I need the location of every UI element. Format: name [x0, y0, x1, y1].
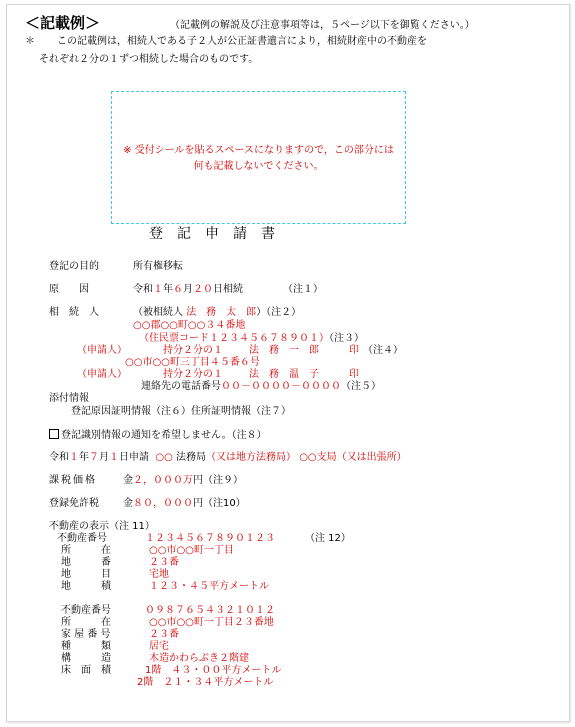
decedent-name: 法 務 太 郎 [186, 307, 257, 318]
applicant1-seal: 印 [349, 345, 359, 356]
land-area: １２３・４５平方メートル [149, 581, 269, 592]
sticker-note-line-2: 何も記載しないでください。 [193, 161, 324, 172]
notice-checkbox[interactable] [49, 429, 59, 439]
app-year: １ [69, 452, 79, 463]
app-month-unit: 月 [99, 452, 109, 463]
applicant1-share: 持分２分の１ [163, 345, 223, 356]
purpose-label: 登記の目的 [49, 261, 99, 272]
heir1-code-line [139, 333, 364, 345]
heirs-label: 相 続 人 [49, 307, 99, 318]
license-tax-label: 登録免許税 [49, 498, 99, 509]
land-lot: ２３番 [149, 557, 179, 568]
tax-base-unit: 円 [193, 475, 203, 486]
applicant2-share: 持分２分の１ [163, 369, 223, 380]
land-category-label: 地 目 [61, 569, 111, 580]
building-number-label: 不動産番号 [61, 605, 111, 616]
purpose-value: 所有権移転 [133, 261, 183, 272]
applicant2-tag: （申請人） [77, 369, 127, 380]
license-tax-line [123, 498, 246, 510]
document-page [6, 4, 570, 722]
building-location-label: 所 在 [61, 617, 111, 628]
decedent-prefix: （被相続人 [133, 307, 183, 318]
code-note: （注３） [329, 333, 364, 344]
intro-star: ＊ [25, 36, 35, 47]
month: ６ [173, 284, 183, 295]
building-structure-label: 構 造 [61, 653, 111, 664]
notice-text: 登記識別情報の通知を希望しません。（注８） [61, 430, 267, 441]
phone-note: （注５） [341, 381, 381, 392]
house-number-label: 家 屋 番 号 [61, 629, 111, 640]
branch-office: ○○支局（又は出張所） [299, 452, 407, 463]
decedent-suffix: ）（注２） [256, 307, 302, 318]
floor-area-2: 2階 ２１・３４平方メートル [137, 677, 274, 688]
office-name: ○○ [155, 452, 173, 463]
applicant1-name: 法 務 一 郎 [249, 345, 319, 356]
license-tax-unit: 円 [193, 498, 203, 509]
land-number-label: 不動産番号 [57, 533, 107, 544]
floor-area-label: 床 面 積 [61, 665, 111, 676]
form-title: 登記申請書 [149, 226, 289, 242]
sticker-note-line-1: ※ 受付シールを貼るスペースになりますので，この部分には [123, 145, 394, 156]
floor-area-1: 1階 ４３・００平方メートル [145, 665, 282, 676]
day: ２０ [193, 284, 213, 295]
app-day: １ [109, 452, 119, 463]
tax-base-note: （注９） [203, 475, 243, 486]
land-area-label: 地 積 [61, 581, 111, 592]
applicant2-seal: 印 [349, 369, 359, 380]
intro-line-1: この記載例は，相続人である子２人が公正証書遺言により，相続財産中の不動産を [57, 36, 427, 47]
land-lot-label: 地 番 [61, 557, 111, 568]
month-unit: 月 [183, 284, 193, 295]
land-location: ○○市○○町一丁目 [149, 545, 234, 556]
app-year-unit: 年 [79, 452, 89, 463]
heir2-address: ○○市○○町三丁目４５番６号 [125, 357, 260, 368]
phone-label: 連絡先の電話番号 [141, 381, 221, 392]
cause-date [133, 284, 243, 296]
office-alt: （又は地方法務局） [206, 452, 296, 463]
year: １ [153, 284, 163, 295]
building-kind: 居宅 [149, 641, 169, 652]
tax-base-line [123, 475, 243, 487]
contact-phone-line [141, 381, 381, 393]
day-suffix: 日相続 [213, 284, 243, 295]
tax-base-prefix: 金 [123, 475, 133, 486]
cause-note: （注１） [283, 284, 323, 295]
land-location-label: 所 在 [61, 545, 111, 556]
app-month: ７ [89, 452, 99, 463]
era: 令和 [133, 284, 153, 295]
applicant1-tag: （申請人） [77, 345, 127, 356]
heir1-address: ○○郡○○町○○３４番地 [133, 320, 246, 331]
building-number: ０９８７６５４３２１０１２ [145, 605, 275, 616]
property-heading: 不動産の表示（注 11） [49, 521, 155, 532]
resident-code: （住民票コード１２３４５６７８９０１） [139, 333, 329, 344]
intro-line-2: それぞれ２分の１ずつ相続した場合のものです。 [39, 54, 259, 65]
application-line [49, 452, 407, 464]
phone-number: ００－００００－００００ [221, 381, 341, 392]
cause-label: 原 因 [49, 284, 89, 295]
notice-line [49, 429, 267, 442]
land-number-note: （注 12） [305, 533, 351, 544]
land-category: 宅地 [149, 569, 169, 580]
decedent-line [133, 307, 301, 319]
applicant2-name: 法 務 温 子 [249, 369, 319, 380]
tax-base-label: 課税価格 [49, 475, 97, 486]
app-era: 令和 [49, 452, 69, 463]
year-unit: 年 [163, 284, 173, 295]
license-tax-value: ８０，０００ [133, 498, 193, 509]
tax-base-value: ２，０００万 [133, 475, 193, 486]
license-tax-prefix: 金 [123, 498, 133, 509]
land-number: １２３４５６７８９０１２３ [145, 533, 275, 544]
building-kind-label: 種 類 [61, 641, 111, 652]
header-note: （記載例の解説及び注意事項等は，５ページ以下を御覧ください。） [170, 20, 475, 31]
house-number: ２３番 [149, 629, 179, 640]
attachments-label: 添付情報 [49, 393, 89, 404]
building-structure: 木造かわらぶき２階建 [149, 653, 249, 664]
example-heading: ＜記載例＞ [25, 14, 101, 32]
applicant1-note: （注４） [363, 345, 403, 356]
attachments-value: 登記原因証明情報（注６）住所証明情報（注７） [71, 406, 291, 417]
receipt-sticker-area [111, 91, 406, 224]
building-location: ○○市○○町一丁目２３番地 [149, 617, 274, 628]
license-tax-note: （注10） [203, 498, 246, 509]
office-label: 法務局 [176, 452, 206, 463]
app-day-suffix: 日申請 [119, 452, 149, 463]
